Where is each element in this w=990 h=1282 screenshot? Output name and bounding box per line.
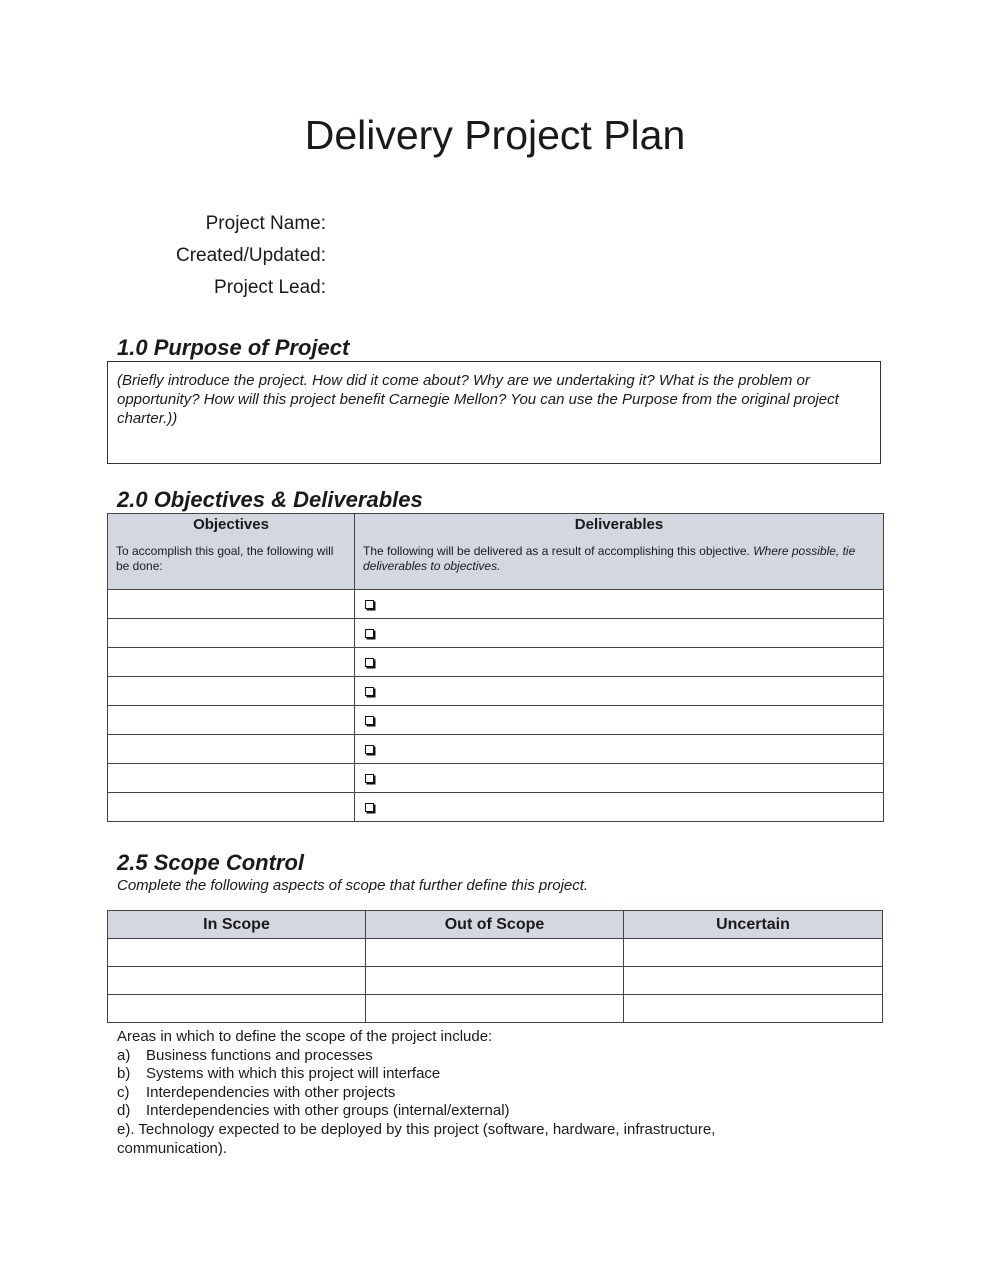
scope-areas	[117, 1028, 797, 1158]
deliverables-column-header	[355, 514, 884, 590]
deliverable-cell[interactable]	[355, 706, 884, 735]
objectives-row	[108, 793, 884, 822]
area-letter: c)	[117, 1083, 130, 1101]
objective-cell[interactable]	[108, 590, 355, 619]
deliverables-desc-text: The following will be delivered as a result of accomplishing this objective.	[363, 544, 750, 558]
deliverables-desc-italic: Where possible, tie deliverables to objectives.	[363, 544, 856, 573]
objective-cell[interactable]	[108, 706, 355, 735]
scope-header-row	[108, 911, 883, 939]
project-meta	[0, 210, 326, 306]
purpose-text: (Briefly introduce the project. How did it come about? Why are we undertaking it? What is the problem or opportunity? How will this project benefit Carnegie Mellon? You can use the Purpose from the original project charter.))	[117, 372, 839, 427]
scope-row	[108, 967, 883, 995]
objectives-heading: 2.0 Objectives & Deliverables	[117, 487, 423, 512]
objective-cell[interactable]	[108, 648, 355, 677]
out-of-scope-cell[interactable]	[366, 939, 624, 967]
deliverable-cell[interactable]	[355, 648, 884, 677]
scope-intro: Complete the following aspects of scope that further define this project.	[117, 877, 589, 894]
objectives-column-title: Objectives	[193, 516, 269, 533]
objectives-row	[108, 590, 884, 619]
objectives-row	[108, 764, 884, 793]
area-item-a	[117, 1047, 797, 1066]
area-letter: a)	[117, 1046, 131, 1064]
created-updated-label: Created/Updated:	[176, 245, 326, 266]
objectives-row	[108, 619, 884, 648]
deliverable-cell[interactable]	[355, 619, 884, 648]
area-text: Systems with which this project will interface	[146, 1065, 441, 1083]
purpose-heading: 1.0 Purpose of Project	[117, 335, 350, 360]
scope-areas-intro: Areas in which to define the scope of the project include:	[117, 1028, 493, 1045]
page-title: Delivery Project Plan	[304, 112, 686, 158]
in-scope-cell[interactable]	[108, 995, 366, 1023]
out-of-scope-header: Out of Scope	[366, 911, 624, 939]
in-scope-header: In Scope	[108, 911, 366, 939]
area-item-d	[117, 1102, 797, 1121]
in-scope-cell[interactable]	[108, 967, 366, 995]
objectives-column-desc: To accomplish this goal, the following will be done:	[116, 544, 334, 573]
area-item-b	[117, 1065, 797, 1084]
project-lead-label: Project Lead:	[214, 277, 326, 298]
objectives-column-header	[108, 514, 355, 590]
uncertain-cell[interactable]	[624, 939, 883, 967]
objectives-row	[108, 677, 884, 706]
area-text: Interdependencies with other projects	[146, 1083, 396, 1101]
objectives-table	[107, 513, 884, 822]
scope-row	[108, 939, 883, 967]
checkbox-icon[interactable]	[365, 687, 374, 696]
deliverable-cell[interactable]	[355, 677, 884, 706]
objective-cell[interactable]	[108, 764, 355, 793]
uncertain-cell[interactable]	[624, 967, 883, 995]
objective-cell[interactable]	[108, 677, 355, 706]
uncertain-header: Uncertain	[624, 911, 883, 939]
objective-cell[interactable]	[108, 619, 355, 648]
purpose-box[interactable]	[107, 361, 881, 464]
checkbox-icon[interactable]	[365, 716, 374, 725]
project-name-label: Project Name:	[205, 213, 326, 234]
objectives-row	[108, 735, 884, 764]
out-of-scope-cell[interactable]	[366, 995, 624, 1023]
scope-heading: 2.5 Scope Control	[117, 850, 305, 875]
checkbox-icon[interactable]	[365, 803, 374, 812]
area-item-c	[117, 1084, 797, 1103]
deliverable-cell[interactable]	[355, 793, 884, 822]
area-text: Interdependencies with other groups (internal/external)	[146, 1102, 510, 1120]
deliverable-cell[interactable]	[355, 590, 884, 619]
checkbox-icon[interactable]	[365, 774, 374, 783]
checkbox-icon[interactable]	[365, 600, 374, 609]
checkbox-icon[interactable]	[365, 629, 374, 638]
deliverables-column-title: Deliverables	[574, 516, 664, 533]
objectives-row	[108, 648, 884, 677]
objective-cell[interactable]	[108, 793, 355, 822]
out-of-scope-cell[interactable]	[366, 967, 624, 995]
area-text: Business functions and processes	[146, 1046, 373, 1064]
checkbox-icon[interactable]	[365, 658, 374, 667]
objectives-row	[108, 706, 884, 735]
deliverable-cell[interactable]	[355, 764, 884, 793]
area-item-e: e). Technology expected to be deployed by this project (software, hardware, infrastructure, communication).	[117, 1120, 716, 1157]
in-scope-cell[interactable]	[108, 939, 366, 967]
uncertain-cell[interactable]	[624, 995, 883, 1023]
scope-row	[108, 995, 883, 1023]
scope-table	[107, 910, 883, 1023]
checkbox-icon[interactable]	[365, 745, 374, 754]
deliverables-column-desc	[355, 533, 883, 574]
area-letter: b)	[117, 1065, 131, 1083]
objectives-header-row	[108, 514, 884, 590]
deliverable-cell[interactable]	[355, 735, 884, 764]
objective-cell[interactable]	[108, 735, 355, 764]
area-letter: d)	[117, 1102, 131, 1120]
